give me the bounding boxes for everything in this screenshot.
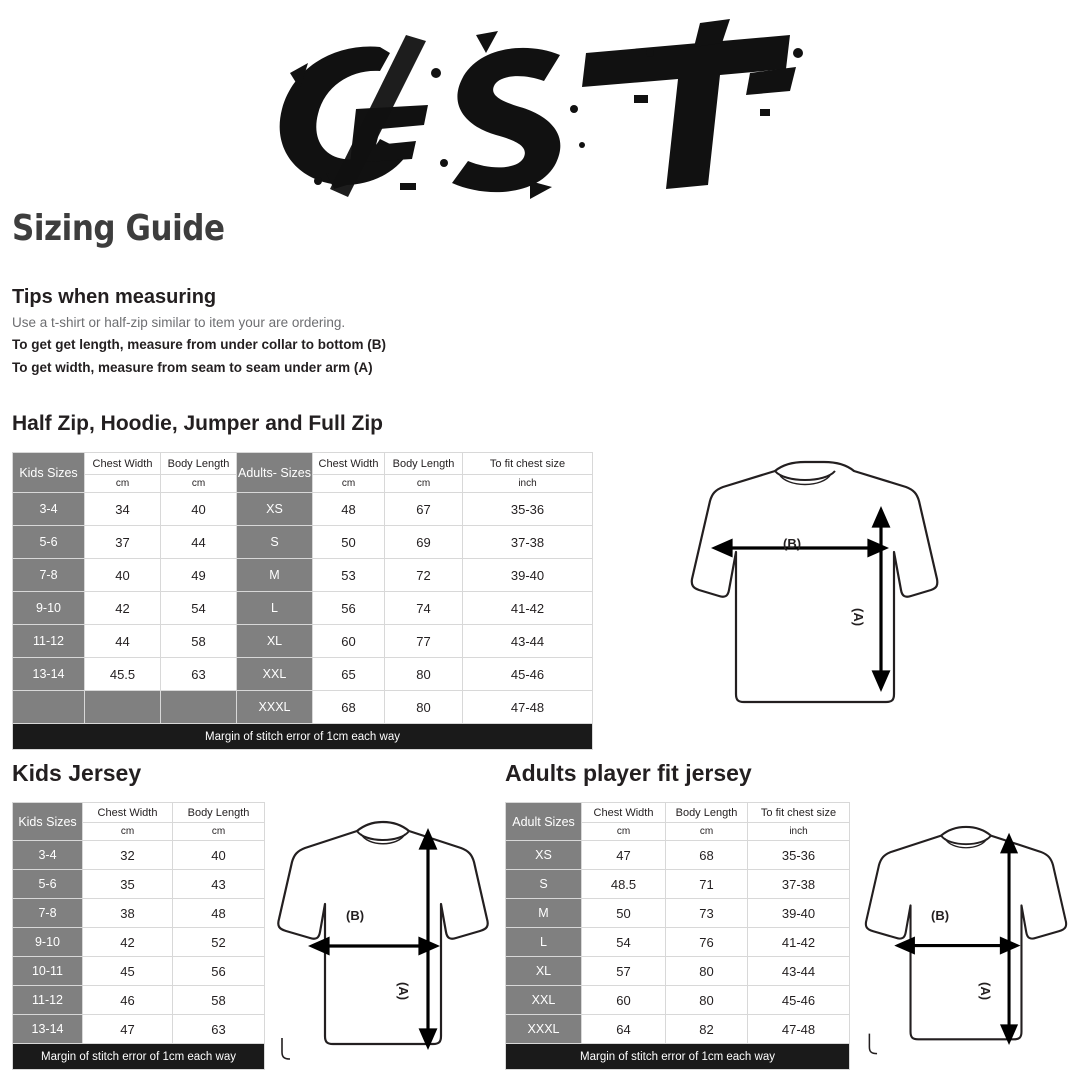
cell-chest: 54 [582, 928, 666, 957]
cell-kids-chest: 44 [85, 625, 161, 658]
cell-kids-chest: 45.5 [85, 658, 161, 691]
cell-kids-chest: 37 [85, 526, 161, 559]
cell-adult-length: 67 [385, 493, 463, 526]
cell-chest: 45 [83, 957, 173, 986]
cell-fit: 39-40 [748, 899, 850, 928]
cell-size: 11-12 [13, 986, 83, 1015]
cell-length: 52 [173, 928, 265, 957]
unit-cm: cm [313, 475, 385, 493]
cell-size: XXXL [506, 1015, 582, 1044]
brand-logo [0, 8, 1080, 208]
tips-heading: Tips when measuring [12, 286, 217, 308]
cell-adult-size: XXL [237, 658, 313, 691]
label-b: (B) [931, 908, 950, 923]
cell-length: 71 [666, 870, 748, 899]
gst-logo-icon [230, 13, 850, 203]
halfzip-size-table [12, 452, 593, 750]
tips-line-3: To get width, measure from seam to seam under arm (A) [12, 360, 373, 375]
cell-adult-chest: 60 [313, 625, 385, 658]
cell-kids-size-empty [13, 691, 85, 724]
unit-cm: cm [666, 823, 748, 841]
cell-fit: 43-44 [748, 957, 850, 986]
cell-length: 82 [666, 1015, 748, 1044]
cell-kids-size: 13-14 [13, 658, 85, 691]
cell-kids-length: 44 [161, 526, 237, 559]
cell-size: 13-14 [13, 1015, 83, 1044]
cell-chest: 64 [582, 1015, 666, 1044]
cell-adult-size: M [237, 559, 313, 592]
tips-line-1: Use a t-shirt or half-zip similar to item your are ordering. [12, 315, 346, 330]
col-to-fit-chest: To fit chest size [463, 453, 593, 475]
cell-adult-chest: 56 [313, 592, 385, 625]
cell-adult-size: XS [237, 493, 313, 526]
footnote-text: Margin of stitch error of 1cm each way [506, 1044, 850, 1070]
cell-length: 63 [173, 1015, 265, 1044]
cell-kids-length: 63 [161, 658, 237, 691]
col-kids-sizes: Kids Sizes [13, 803, 83, 841]
cell-adult-length: 72 [385, 559, 463, 592]
cell-adult-chest: 50 [313, 526, 385, 559]
table-row [13, 559, 593, 592]
unit-cm: cm [161, 475, 237, 493]
cell-adult-size: S [237, 526, 313, 559]
cell-adult-size: XL [237, 625, 313, 658]
cell-chest: 47 [83, 1015, 173, 1044]
col-adult-sizes: Adult Sizes [506, 803, 582, 841]
cell-chest: 42 [83, 928, 173, 957]
page-title: Sizing Guide [12, 208, 225, 249]
section-title-adults-jersey: Adults player fit jersey [505, 760, 752, 786]
adults-jersey-size-table [505, 802, 850, 1070]
unit-inch: inch [748, 823, 850, 841]
table-row [506, 841, 850, 870]
table-footnote-row [13, 1044, 265, 1070]
table-row [13, 625, 593, 658]
label-a: (A) [396, 982, 411, 1001]
unit-cm: cm [385, 475, 463, 493]
unit-cm: cm [173, 823, 265, 841]
table-header-row [13, 453, 593, 475]
cell-chest: 47 [582, 841, 666, 870]
cell-fit: 41-42 [748, 928, 850, 957]
cell-length: 43 [173, 870, 265, 899]
cell-kids-length: 58 [161, 625, 237, 658]
cell-adult-length: 80 [385, 658, 463, 691]
label-a: (A) [978, 982, 993, 1001]
cell-kids-length: 49 [161, 559, 237, 592]
col-body-length: Body Length [666, 803, 748, 823]
cell-adult-fit: 39-40 [463, 559, 593, 592]
unit-cm: cm [85, 475, 161, 493]
cell-length: 68 [666, 841, 748, 870]
table-row [13, 957, 265, 986]
cell-length: 56 [173, 957, 265, 986]
cell-adult-length: 80 [385, 691, 463, 724]
cell-size: 3-4 [13, 841, 83, 870]
long-sleeve-shirt-icon [655, 448, 955, 708]
cell-size: XXL [506, 986, 582, 1015]
table-row [13, 592, 593, 625]
cell-size: L [506, 928, 582, 957]
cell-chest: 38 [83, 899, 173, 928]
cell-adult-size: XXXL [237, 691, 313, 724]
table-row [506, 986, 850, 1015]
cell-adult-fit: 47-48 [463, 691, 593, 724]
unit-cm: cm [582, 823, 666, 841]
cell-adult-fit: 37-38 [463, 526, 593, 559]
table-row [13, 658, 593, 691]
table-header-row [506, 803, 850, 823]
table-row [13, 493, 593, 526]
cell-size: 5-6 [13, 870, 83, 899]
col-adults-sizes: Adults- Sizes [237, 453, 313, 493]
table-row [506, 957, 850, 986]
cell-chest: 48.5 [582, 870, 666, 899]
cell-adult-fit: 35-36 [463, 493, 593, 526]
col-chest-width: Chest Width [83, 803, 173, 823]
table-row [13, 870, 265, 899]
col-kids-sizes: Kids Sizes [13, 453, 85, 493]
table-row [13, 928, 265, 957]
cell-length: 58 [173, 986, 265, 1015]
table-row [13, 691, 593, 724]
cell-length: 48 [173, 899, 265, 928]
col-chest-width-2: Chest Width [313, 453, 385, 475]
cell-adult-chest: 68 [313, 691, 385, 724]
table-row [13, 899, 265, 928]
long-sleeve-diagram [655, 448, 955, 708]
cell-size: XL [506, 957, 582, 986]
cell-length: 40 [173, 841, 265, 870]
cell-kids-length: 40 [161, 493, 237, 526]
cell-adult-chest: 53 [313, 559, 385, 592]
col-body-length: Body Length [173, 803, 265, 823]
cell-chest: 60 [582, 986, 666, 1015]
cell-fit: 47-48 [748, 1015, 850, 1044]
cell-adult-length: 77 [385, 625, 463, 658]
cell-adult-fit: 43-44 [463, 625, 593, 658]
cell-kids-size: 5-6 [13, 526, 85, 559]
table-row [506, 1015, 850, 1044]
section-title-kids-jersey: Kids Jersey [12, 760, 142, 786]
table-row [13, 841, 265, 870]
cell-kids-length: 54 [161, 592, 237, 625]
cell-length: 76 [666, 928, 748, 957]
cell-kids-chest: 40 [85, 559, 161, 592]
col-chest-width: Chest Width [85, 453, 161, 475]
section-title-halfzip: Half Zip, Hoodie, Jumper and Full Zip [12, 412, 384, 435]
cell-adult-chest: 48 [313, 493, 385, 526]
label-a: (A) [851, 608, 866, 627]
cell-size: M [506, 899, 582, 928]
kids-jersey-size-table [12, 802, 265, 1070]
cell-adult-chest: 65 [313, 658, 385, 691]
label-b: (B) [783, 536, 802, 551]
cell-kids-chest: 42 [85, 592, 161, 625]
cell-chest: 35 [83, 870, 173, 899]
cell-kids-size: 3-4 [13, 493, 85, 526]
unit-inch: inch [463, 475, 593, 493]
table-footnote-row [13, 724, 593, 750]
cell-kids-size: 11-12 [13, 625, 85, 658]
cell-fit: 45-46 [748, 986, 850, 1015]
short-sleeve-shirt-icon [856, 806, 1076, 1066]
unit-cm: cm [83, 823, 173, 841]
cell-kids-chest-empty [85, 691, 161, 724]
cell-chest: 32 [83, 841, 173, 870]
cell-length: 80 [666, 986, 748, 1015]
cell-kids-length-empty [161, 691, 237, 724]
col-body-length-2: Body Length [385, 453, 463, 475]
label-b: (B) [346, 908, 365, 923]
cell-adult-length: 74 [385, 592, 463, 625]
cell-chest: 57 [582, 957, 666, 986]
table-header-row [13, 803, 265, 823]
adult-tee-diagram [856, 806, 1076, 1066]
table-row [506, 928, 850, 957]
cell-adult-length: 69 [385, 526, 463, 559]
cell-fit: 35-36 [748, 841, 850, 870]
col-chest-width: Chest Width [582, 803, 666, 823]
cell-adult-size: L [237, 592, 313, 625]
cell-adult-fit: 45-46 [463, 658, 593, 691]
cell-kids-chest: 34 [85, 493, 161, 526]
col-to-fit-chest: To fit chest size [748, 803, 850, 823]
cell-size: XS [506, 841, 582, 870]
table-row [506, 870, 850, 899]
cell-size: S [506, 870, 582, 899]
footnote-text: Margin of stitch error of 1cm each way [13, 724, 593, 750]
cell-length: 73 [666, 899, 748, 928]
cell-adult-fit: 41-42 [463, 592, 593, 625]
kids-tee-diagram [268, 806, 498, 1066]
table-row [13, 526, 593, 559]
table-row [506, 899, 850, 928]
cell-chest: 46 [83, 986, 173, 1015]
tips-line-2: To get get length, measure from under collar to bottom (B) [12, 337, 387, 352]
cell-fit: 37-38 [748, 870, 850, 899]
table-footnote-row [506, 1044, 850, 1070]
table-row [13, 1015, 265, 1044]
cell-chest: 50 [582, 899, 666, 928]
cell-size: 10-11 [13, 957, 83, 986]
table-row [13, 986, 265, 1015]
cell-length: 80 [666, 957, 748, 986]
cell-kids-size: 9-10 [13, 592, 85, 625]
cell-size: 9-10 [13, 928, 83, 957]
footnote-text: Margin of stitch error of 1cm each way [13, 1044, 265, 1070]
cell-kids-size: 7-8 [13, 559, 85, 592]
col-body-length: Body Length [161, 453, 237, 475]
cell-size: 7-8 [13, 899, 83, 928]
short-sleeve-shirt-icon [268, 806, 498, 1066]
